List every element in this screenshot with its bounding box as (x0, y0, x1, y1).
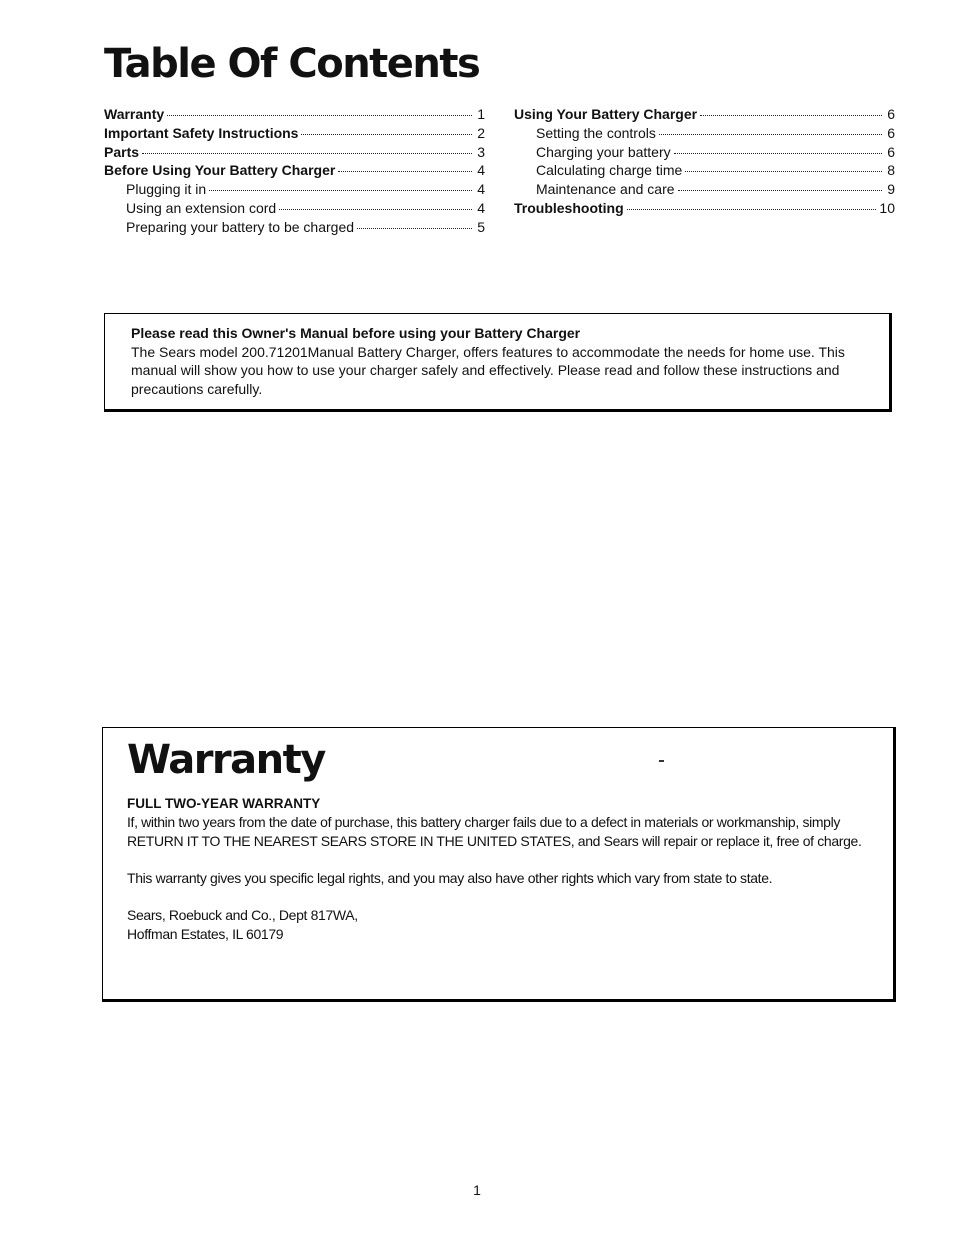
toc-entry-page: 8 (887, 162, 895, 179)
toc-leader-dots (659, 134, 882, 135)
warranty-section (102, 727, 896, 1002)
toc-entry-page: 4 (477, 181, 485, 198)
toc-entry-label: Setting the controls (536, 124, 656, 141)
toc-leader-dots (674, 153, 882, 154)
warranty-address (127, 906, 875, 944)
toc-leader-dots (700, 115, 882, 116)
stray-mark (659, 760, 664, 762)
toc-subentry[interactable] (514, 144, 895, 163)
toc-entry-page: 2 (477, 124, 485, 141)
toc-leader-dots (209, 190, 472, 191)
warranty-heading: FULL TWO-YEAR WARRANTY (127, 796, 321, 811)
toc-entry-page: 3 (477, 143, 485, 160)
toc-entry-label: Preparing your battery to be charged (126, 218, 355, 235)
notice-body: The Sears model 200.71201Manual Battery Charger, offers features to accommodate the needs for home use. This manual will show you how to use your charger safely and effectively. Please read and follow these instructions and precautions carefully. (131, 343, 845, 397)
notice-heading: Please read this Owner's Manual before using your Battery Charger (131, 325, 581, 341)
toc-leader-dots (357, 228, 472, 229)
toc-entry[interactable] (514, 106, 895, 125)
toc-entry-page: 4 (477, 162, 485, 179)
toc-entry-page: 5 (477, 218, 485, 235)
toc-entry-label: Troubleshooting (514, 199, 624, 216)
toc-entry-label: Calculating charge time (536, 162, 683, 179)
toc-subentry[interactable] (104, 219, 485, 238)
page-number: 1 (473, 1182, 481, 1198)
owners-manual-notice (104, 313, 892, 412)
toc-subentry[interactable] (104, 181, 485, 200)
toc-entry-page: 6 (887, 143, 895, 160)
toc-entry-label: Warranty (104, 106, 165, 122)
toc-entry-page: 9 (887, 181, 895, 198)
toc-subentry[interactable] (514, 162, 895, 181)
address-line: Hoffman Estates, IL 60179 (127, 926, 284, 942)
page-title: Table Of Contents (104, 41, 480, 87)
toc-entry[interactable] (104, 106, 485, 125)
toc-leader-dots (279, 209, 472, 210)
toc-leader-dots (685, 171, 882, 172)
toc-entry-page: 10 (879, 199, 895, 216)
toc-leader-dots (627, 209, 877, 210)
toc-entry[interactable] (104, 162, 485, 181)
toc-right-column (514, 106, 895, 219)
toc-entry-label: Important Safety Instructions (104, 124, 299, 141)
toc-leader-dots (338, 171, 472, 172)
toc-entry[interactable] (104, 125, 485, 144)
toc-entry-label: Before Using Your Battery Charger (104, 162, 336, 179)
toc-entry-page: 4 (477, 199, 485, 216)
address-line: Sears, Roebuck and Co., Dept 817WA, (127, 907, 358, 923)
toc-leader-dots (301, 134, 472, 135)
toc-entry[interactable] (514, 200, 895, 219)
warranty-title: Warranty (127, 737, 325, 783)
toc-entry-label: Plugging it in (126, 181, 207, 198)
toc-subentry[interactable] (514, 181, 895, 200)
toc-leader-dots (678, 190, 882, 191)
toc-subentry[interactable] (514, 125, 895, 144)
toc-entry-label: Using Your Battery Charger (514, 106, 698, 122)
toc-entry-page: 6 (887, 106, 895, 122)
toc-left-column (104, 106, 485, 238)
toc-leader-dots (142, 153, 472, 154)
toc-entry[interactable] (104, 144, 485, 163)
toc-entry-label: Charging your battery (536, 143, 671, 160)
toc-entry-page: 1 (477, 106, 485, 122)
toc-subentry[interactable] (104, 200, 485, 219)
toc-entry-label: Using an extension cord (126, 199, 277, 216)
warranty-terms: If, within two years from the date of purchase, this battery charger fails due to a defect in materials or workmanship, simply RETURN IT TO THE NEAREST SEARS STORE IN THE UNITED STATES, and Sears will repair or replace it, free of charge. (127, 814, 862, 849)
toc-entry-label: Maintenance and care (536, 181, 675, 198)
toc-leader-dots (167, 115, 472, 116)
toc-entry-label: Parts (104, 143, 140, 160)
warranty-legal-rights: This warranty gives you specific legal rights, and you may also have other rights which vary from state to state. (127, 870, 773, 886)
toc-entry-page: 6 (887, 124, 895, 141)
